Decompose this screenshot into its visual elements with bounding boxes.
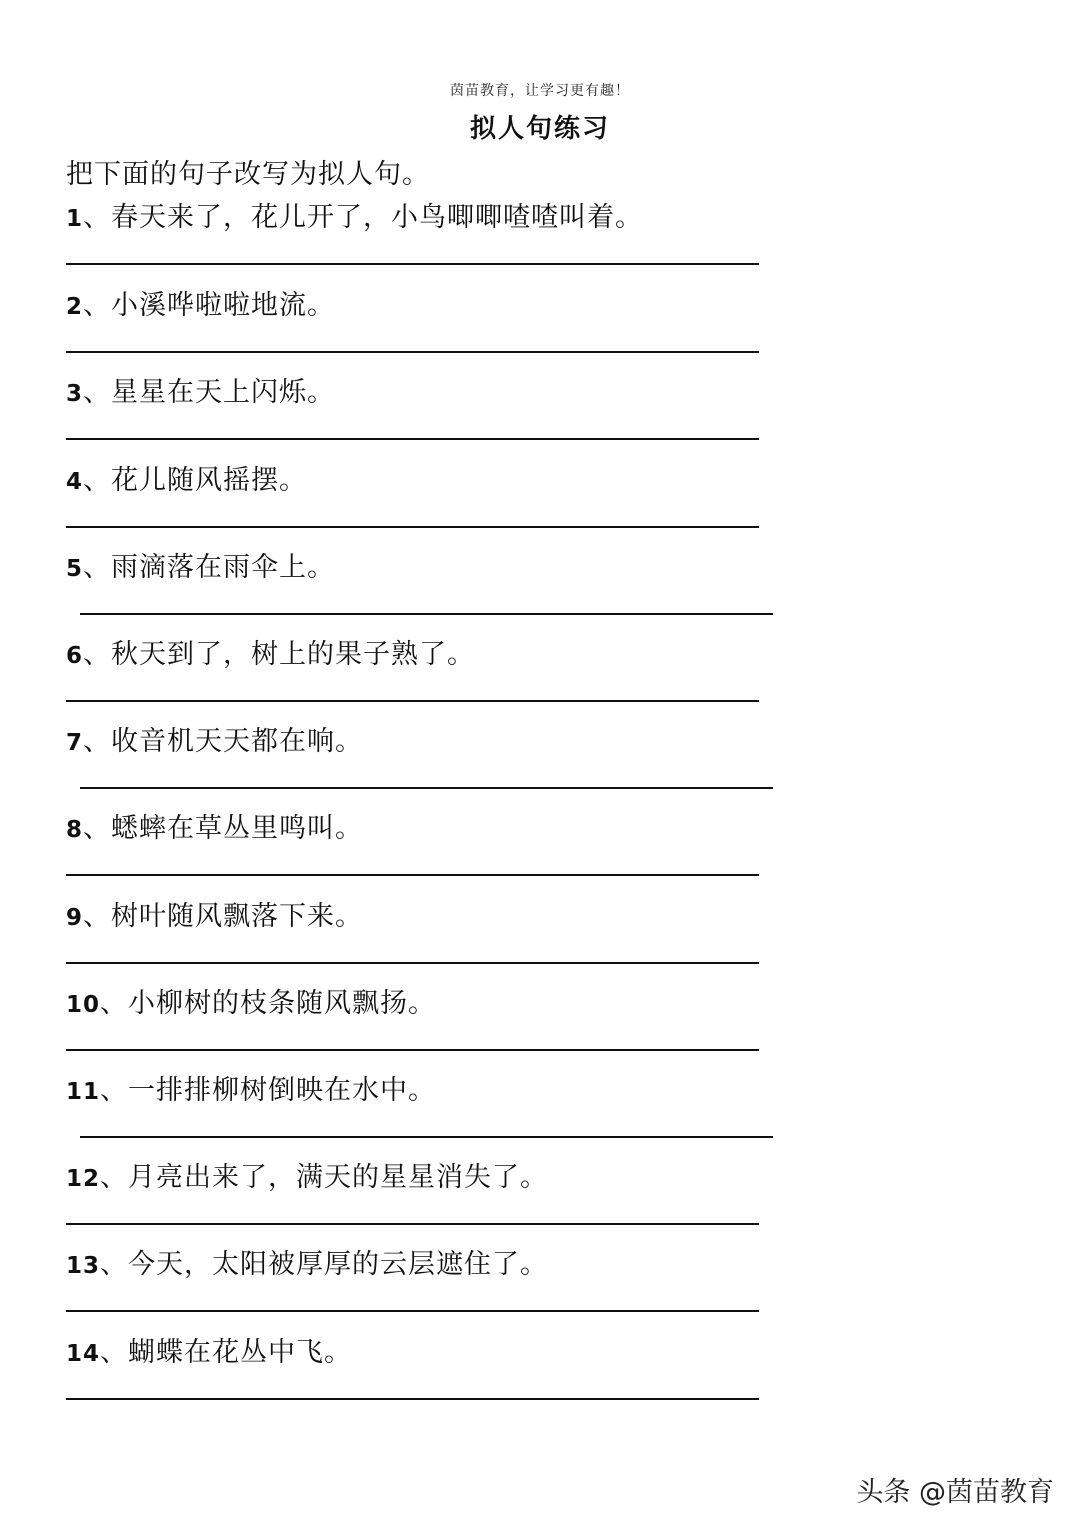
- answer-line[interactable]: [66, 700, 759, 702]
- answer-line[interactable]: [66, 874, 759, 876]
- question-number: 13: [66, 1253, 101, 1279]
- question-number: 5: [66, 556, 84, 582]
- answer-line[interactable]: [66, 438, 759, 440]
- question-text: 、蟋蟀在草丛里鸣叫。: [83, 813, 364, 844]
- answer-line[interactable]: [80, 787, 773, 789]
- question-number: 10: [66, 992, 101, 1018]
- question-text: 、一排排柳树倒映在水中。: [100, 1075, 437, 1106]
- answer-line[interactable]: [66, 351, 759, 353]
- answer-line[interactable]: [66, 1223, 759, 1225]
- question-text: 、星星在天上闪烁。: [83, 377, 336, 408]
- question-number: 7: [66, 730, 84, 756]
- question-number: 4: [66, 469, 84, 495]
- question-item: [66, 370, 786, 409]
- worksheet-title: 拟人句练习: [469, 114, 610, 144]
- question-text: 、雨滴落在雨伞上。: [83, 552, 336, 583]
- question-item: [66, 632, 786, 671]
- question-text: 、收音机天天都在响。: [83, 726, 364, 757]
- question-text: 、小柳树的枝条随风飘扬。: [100, 988, 437, 1019]
- question-text: 、今天，太阳被厚厚的云层遮住了。: [100, 1249, 549, 1280]
- answer-line[interactable]: [80, 613, 773, 615]
- question-item: [66, 981, 786, 1020]
- footer-watermark: 头条 @茵苗教育: [856, 1477, 1054, 1508]
- question-text: 、秋天到了，树上的果子熟了。: [83, 639, 476, 670]
- answer-line[interactable]: [66, 526, 759, 528]
- question-item: [66, 545, 786, 584]
- question-number: 2: [66, 294, 84, 320]
- question-text: 、花儿随风摇摆。: [83, 465, 308, 496]
- question-text: 、树叶随风飘落下来。: [83, 901, 364, 932]
- question-number: 11: [66, 1079, 101, 1105]
- question-number: 6: [66, 643, 84, 669]
- question-number: 14: [66, 1341, 101, 1367]
- answer-line[interactable]: [80, 1136, 773, 1138]
- header-slogan: 茵苗教育，让学习更有趣！: [450, 83, 630, 99]
- question-item: [66, 195, 786, 234]
- question-item: [66, 1242, 786, 1281]
- question-number: 1: [66, 206, 84, 232]
- question-item: [66, 719, 786, 758]
- question-text: 、春天来了，花儿开了，小鸟唧唧喳喳叫着。: [83, 202, 644, 233]
- instruction-text: 把下面的句子改写为拟人句。: [66, 159, 430, 190]
- answer-line[interactable]: [66, 962, 759, 964]
- answer-line[interactable]: [66, 1049, 759, 1051]
- question-text: 、蝴蝶在花丛中飞。: [100, 1337, 353, 1368]
- question-number: 12: [66, 1166, 101, 1192]
- question-number: 9: [66, 905, 84, 931]
- question-item: [66, 894, 786, 933]
- question-number: 8: [66, 817, 84, 843]
- question-number: 3: [66, 381, 84, 407]
- question-item: [66, 458, 786, 497]
- question-text: 、月亮出来了，满天的星星消失了。: [100, 1162, 549, 1193]
- question-text: 、小溪哗啦啦地流。: [83, 290, 336, 321]
- answer-line[interactable]: [66, 263, 759, 265]
- question-item: [66, 806, 786, 845]
- answer-line[interactable]: [66, 1310, 759, 1312]
- question-item: [66, 1068, 786, 1107]
- question-item: [66, 283, 786, 322]
- question-item: [66, 1330, 786, 1369]
- answer-line[interactable]: [66, 1398, 759, 1400]
- question-item: [66, 1155, 786, 1194]
